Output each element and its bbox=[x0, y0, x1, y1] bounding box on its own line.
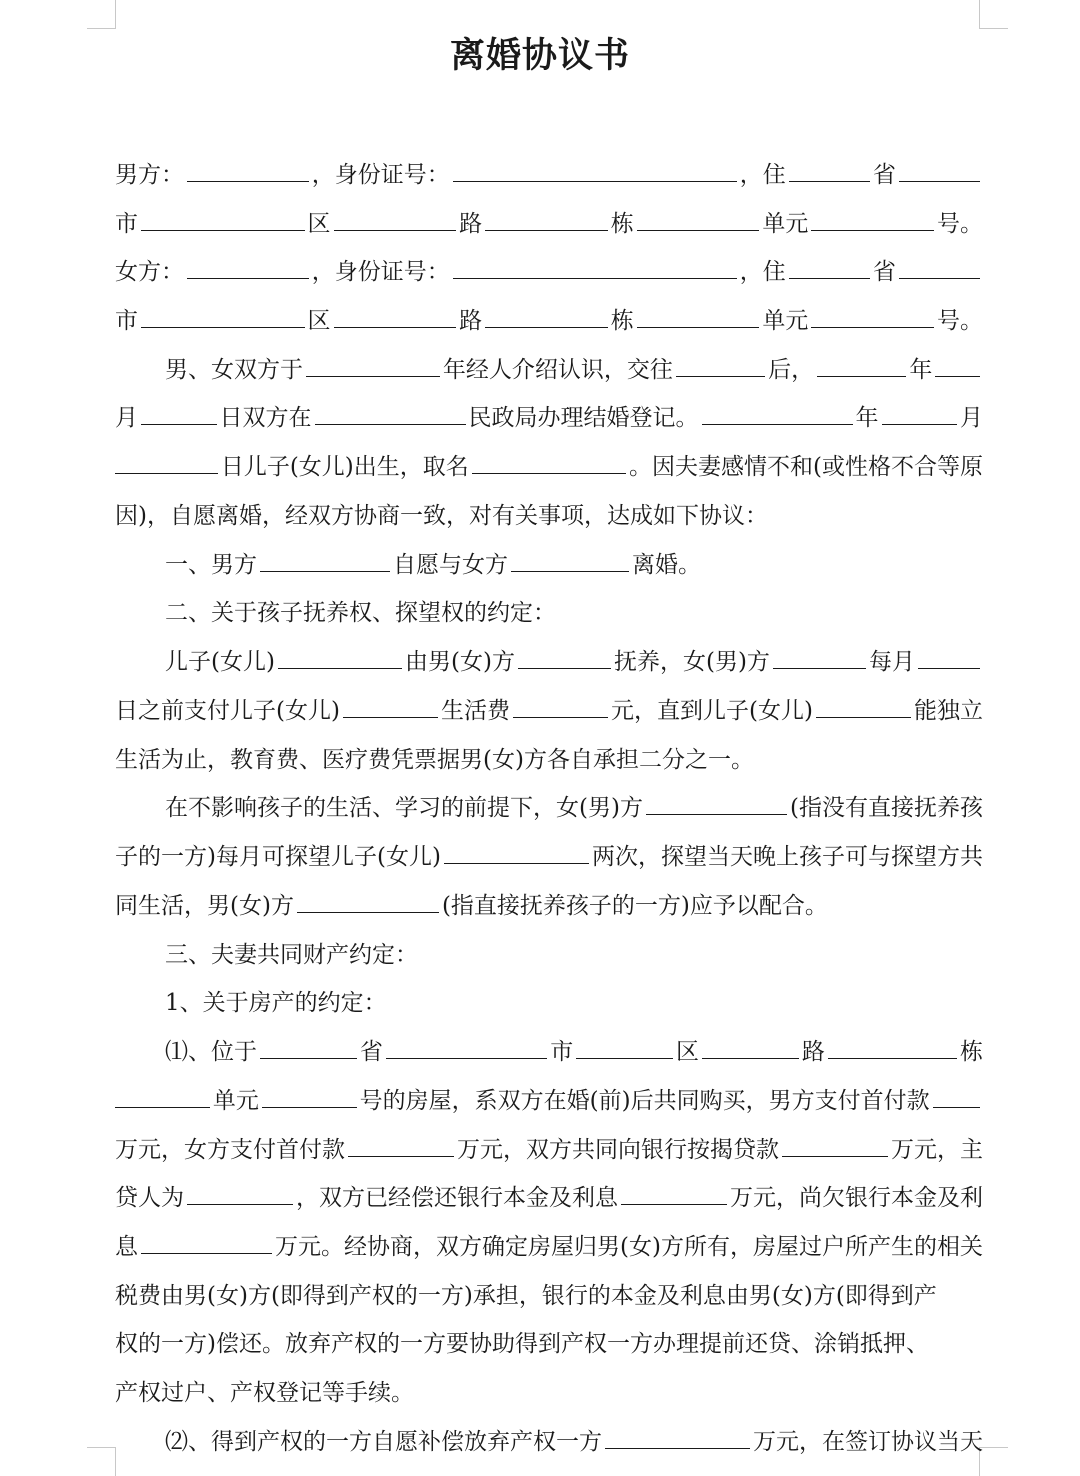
text: 税费由男(女)方(即得到产权的一方)承担，银行的本金及利息由男(女)方(即得到产 bbox=[115, 1283, 937, 1309]
visitation-line-2 bbox=[115, 833, 983, 881]
male-unit-blank[interactable] bbox=[637, 200, 760, 231]
female-down-payment-blank[interactable] bbox=[348, 1126, 454, 1157]
female-info-line bbox=[115, 248, 983, 296]
unit-label: 单元 bbox=[762, 308, 809, 334]
text: 息 bbox=[115, 1234, 138, 1260]
female-name-blank[interactable] bbox=[187, 248, 309, 279]
female-number-blank[interactable] bbox=[811, 297, 934, 328]
marriage-year-blank[interactable] bbox=[817, 346, 906, 377]
text: ，双方已经偿还银行本金及利息 bbox=[296, 1185, 618, 1211]
male-city-blank[interactable] bbox=[899, 151, 980, 182]
text: (指直接抚养孩子的一方)应予以配合。 bbox=[441, 893, 828, 919]
house-building-blank[interactable] bbox=[828, 1028, 957, 1059]
custody-line-3 bbox=[115, 736, 983, 784]
text: 年 bbox=[855, 405, 879, 431]
text: 一、男方 bbox=[165, 552, 257, 578]
residence-label: 住 bbox=[762, 162, 786, 188]
text: (指没有直接抚养孩 bbox=[790, 795, 983, 821]
child-name-blank-2[interactable] bbox=[278, 638, 402, 669]
male-province-blank[interactable] bbox=[789, 151, 870, 182]
residence-label: 住 bbox=[762, 259, 786, 285]
text: 号的房屋，系双方在婚(前)后共同购买，男方支付首付款 bbox=[359, 1088, 930, 1114]
house-district-blank[interactable] bbox=[576, 1028, 673, 1059]
text: 年 bbox=[909, 357, 933, 383]
male-down-payment-blank[interactable] bbox=[933, 1077, 980, 1108]
section-heading: 二、关于孩子抚养权、探望权的约定： bbox=[165, 600, 556, 626]
intro-line-3 bbox=[115, 443, 983, 491]
female-party-blank[interactable] bbox=[511, 541, 629, 572]
female-city-blank[interactable] bbox=[899, 248, 980, 279]
article-1 bbox=[165, 541, 983, 589]
punct: ， bbox=[739, 162, 763, 188]
house-number-blank[interactable] bbox=[262, 1077, 357, 1108]
document-title: 离婚协议书 bbox=[449, 36, 630, 76]
female-label: 女方： bbox=[115, 259, 184, 285]
male-building-blank[interactable] bbox=[485, 200, 608, 231]
page-corner-mark bbox=[87, 1447, 116, 1476]
house-line-9 bbox=[165, 1418, 983, 1466]
child-name-blank-4[interactable] bbox=[816, 687, 911, 718]
marriage-month-blank[interactable] bbox=[935, 346, 980, 377]
house-line-2 bbox=[115, 1077, 983, 1125]
text: 。因夫妻感情不和(或性格不合等原 bbox=[629, 454, 983, 480]
mortgage-amount-blank[interactable] bbox=[782, 1126, 888, 1157]
child-birth-year-blank[interactable] bbox=[702, 394, 853, 425]
female-province-blank[interactable] bbox=[789, 248, 870, 279]
custodian-blank[interactable] bbox=[518, 638, 611, 669]
male-name-blank[interactable] bbox=[187, 151, 309, 182]
text: 子的一方)每月可探望儿子(女儿) bbox=[115, 844, 441, 870]
punct: ， bbox=[311, 162, 335, 188]
remaining-loan-blank[interactable] bbox=[141, 1223, 272, 1254]
text: 男、女双方于 bbox=[165, 357, 303, 383]
text: 年经人介绍认识，交往 bbox=[442, 357, 673, 383]
text: ⑴、位于 bbox=[165, 1039, 257, 1065]
text: 后， bbox=[768, 357, 815, 383]
text: 离婚。 bbox=[632, 552, 701, 578]
text: 儿子(女儿) bbox=[165, 649, 275, 675]
custody-line-1 bbox=[165, 638, 983, 686]
child-birth-month-blank[interactable] bbox=[882, 394, 958, 425]
house-line-1 bbox=[165, 1028, 983, 1076]
property-subheading bbox=[165, 979, 983, 1027]
intro-line-2 bbox=[115, 394, 983, 442]
house-line-6 bbox=[115, 1272, 983, 1320]
province-label: 省 bbox=[872, 259, 896, 285]
male-info-line bbox=[115, 151, 983, 199]
text: 万元，主 bbox=[891, 1137, 983, 1163]
city-label: 市 bbox=[115, 308, 138, 334]
meet-year-blank[interactable] bbox=[306, 346, 440, 377]
visitation-line-1 bbox=[165, 784, 983, 832]
text: 月 bbox=[960, 405, 983, 431]
male-label: 男方： bbox=[115, 162, 184, 188]
text: 路 bbox=[801, 1039, 825, 1065]
visitor-blank[interactable] bbox=[646, 784, 787, 815]
house-line-7 bbox=[115, 1320, 983, 1368]
punct: ， bbox=[311, 259, 335, 285]
article-2-heading bbox=[165, 589, 983, 637]
text: 元，直到儿子(女儿) bbox=[611, 698, 813, 724]
marriage-day-blank[interactable] bbox=[141, 394, 217, 425]
text: 产权过户、产权登记等手续。 bbox=[115, 1380, 414, 1406]
house-unit-blank[interactable] bbox=[115, 1077, 210, 1108]
article-3-heading bbox=[165, 931, 983, 979]
punct: ， bbox=[739, 259, 763, 285]
female-id-blank[interactable] bbox=[453, 248, 737, 279]
payer-blank[interactable] bbox=[773, 638, 866, 669]
male-number-blank[interactable] bbox=[811, 200, 934, 231]
intro-line-4 bbox=[115, 492, 983, 540]
dating-period-blank[interactable] bbox=[676, 346, 765, 377]
custody-line-2 bbox=[115, 687, 983, 735]
house-line-3 bbox=[115, 1126, 983, 1174]
page-corner-mark bbox=[87, 0, 116, 29]
child-birth-day-blank[interactable] bbox=[115, 443, 218, 474]
text: 在不影响孩子的生活、学习的前提下，女(男)方 bbox=[165, 795, 643, 821]
compensation-blank[interactable] bbox=[605, 1418, 750, 1449]
text: 由男(女)方 bbox=[405, 649, 515, 675]
text: 省 bbox=[359, 1039, 383, 1065]
male-id-blank[interactable] bbox=[453, 151, 737, 182]
text: 日之前支付儿子(女儿) bbox=[115, 698, 340, 724]
payment-day-blank[interactable] bbox=[918, 638, 980, 669]
city-label: 市 bbox=[115, 211, 138, 237]
id-label: 身份证号： bbox=[334, 259, 450, 285]
text: 生活为止，教育费、医疗费凭票据男(女)方各自承担二分之一。 bbox=[115, 747, 754, 773]
female-road-blank[interactable] bbox=[334, 297, 457, 328]
female-district-blank[interactable] bbox=[141, 297, 305, 328]
text: 万元。经协商，双方确定房屋归男(女)方所有，房屋过户所产生的相关 bbox=[275, 1234, 983, 1260]
house-line-5 bbox=[115, 1223, 983, 1271]
male-party-blank[interactable] bbox=[260, 541, 390, 572]
civil-affairs-bureau-blank[interactable] bbox=[315, 394, 466, 425]
district-label: 区 bbox=[307, 308, 331, 334]
intro-line-1 bbox=[165, 346, 983, 394]
male-address-line bbox=[115, 200, 983, 248]
text: 权的一方)偿还。放弃产权的一方要协助得到产权一方办理提前还贷、涂销抵押、 bbox=[115, 1331, 929, 1357]
road-label: 路 bbox=[459, 211, 483, 237]
text: 因)，自愿离婚，经双方协商一致，对有关事项，达成如下协议： bbox=[115, 503, 768, 529]
male-district-blank[interactable] bbox=[141, 200, 305, 231]
building-label: 栋 bbox=[610, 211, 634, 237]
house-line-4 bbox=[115, 1174, 983, 1222]
id-label: 身份证号： bbox=[334, 162, 450, 188]
page-corner-mark bbox=[979, 1447, 1008, 1476]
text: 万元，尚欠银行本金及利 bbox=[730, 1185, 983, 1211]
male-road-blank[interactable] bbox=[334, 200, 457, 231]
house-road-blank[interactable] bbox=[702, 1028, 799, 1059]
unit-label: 单元 bbox=[762, 211, 809, 237]
female-unit-blank[interactable] bbox=[637, 297, 760, 328]
text: 万元，在签订协议当天 bbox=[753, 1429, 983, 1455]
custodian-blank-2[interactable] bbox=[297, 882, 439, 913]
child-name-blank[interactable] bbox=[472, 443, 626, 474]
female-address-line bbox=[115, 297, 983, 345]
house-line-8 bbox=[115, 1369, 983, 1417]
text: 每月 bbox=[868, 649, 915, 675]
living-expense-blank[interactable] bbox=[513, 687, 608, 718]
repaid-amount-blank[interactable] bbox=[621, 1174, 727, 1205]
text: 日儿子(女儿)出生，取名 bbox=[220, 454, 469, 480]
visitation-line-3 bbox=[115, 882, 983, 930]
text: 市 bbox=[550, 1039, 574, 1065]
number-label: 号。 bbox=[937, 211, 983, 237]
house-city-blank[interactable] bbox=[386, 1028, 547, 1059]
section-heading: 三、夫妻共同财产约定： bbox=[165, 942, 418, 968]
text: 贷人为 bbox=[115, 1185, 184, 1211]
text: 单元 bbox=[212, 1088, 259, 1114]
text: 生活费 bbox=[440, 698, 510, 724]
text: 民政局办理结婚登记。 bbox=[468, 405, 699, 431]
text: 月 bbox=[115, 405, 138, 431]
primary-borrower-blank[interactable] bbox=[187, 1174, 293, 1205]
text: 同生活，男(女)方 bbox=[115, 893, 294, 919]
child-name-blank-5[interactable] bbox=[444, 833, 589, 864]
text: 抚养，女(男)方 bbox=[613, 649, 770, 675]
number-label: 号。 bbox=[937, 308, 983, 334]
text: 日双方在 bbox=[219, 405, 312, 431]
text: 万元，双方共同向银行按揭贷款 bbox=[457, 1137, 779, 1163]
text: 自愿与女方 bbox=[393, 552, 508, 578]
text: 两次，探望当天晚上孩子可与探望方共 bbox=[592, 844, 983, 870]
text: ⑵、得到产权的一方自愿补偿放弃产权一方 bbox=[165, 1429, 602, 1455]
text: 万元，女方支付首付款 bbox=[115, 1137, 345, 1163]
child-name-blank-3[interactable] bbox=[343, 687, 438, 718]
road-label: 路 bbox=[459, 308, 483, 334]
subsection-heading: 1、关于房产的约定： bbox=[165, 990, 387, 1016]
female-building-blank[interactable] bbox=[485, 297, 608, 328]
house-province-blank[interactable] bbox=[260, 1028, 357, 1059]
page-corner-mark bbox=[979, 0, 1008, 29]
district-label: 区 bbox=[307, 211, 331, 237]
province-label: 省 bbox=[872, 162, 896, 188]
text: 能独立 bbox=[914, 698, 983, 724]
building-label: 栋 bbox=[610, 308, 634, 334]
text: 栋 bbox=[959, 1039, 983, 1065]
text: 区 bbox=[676, 1039, 700, 1065]
